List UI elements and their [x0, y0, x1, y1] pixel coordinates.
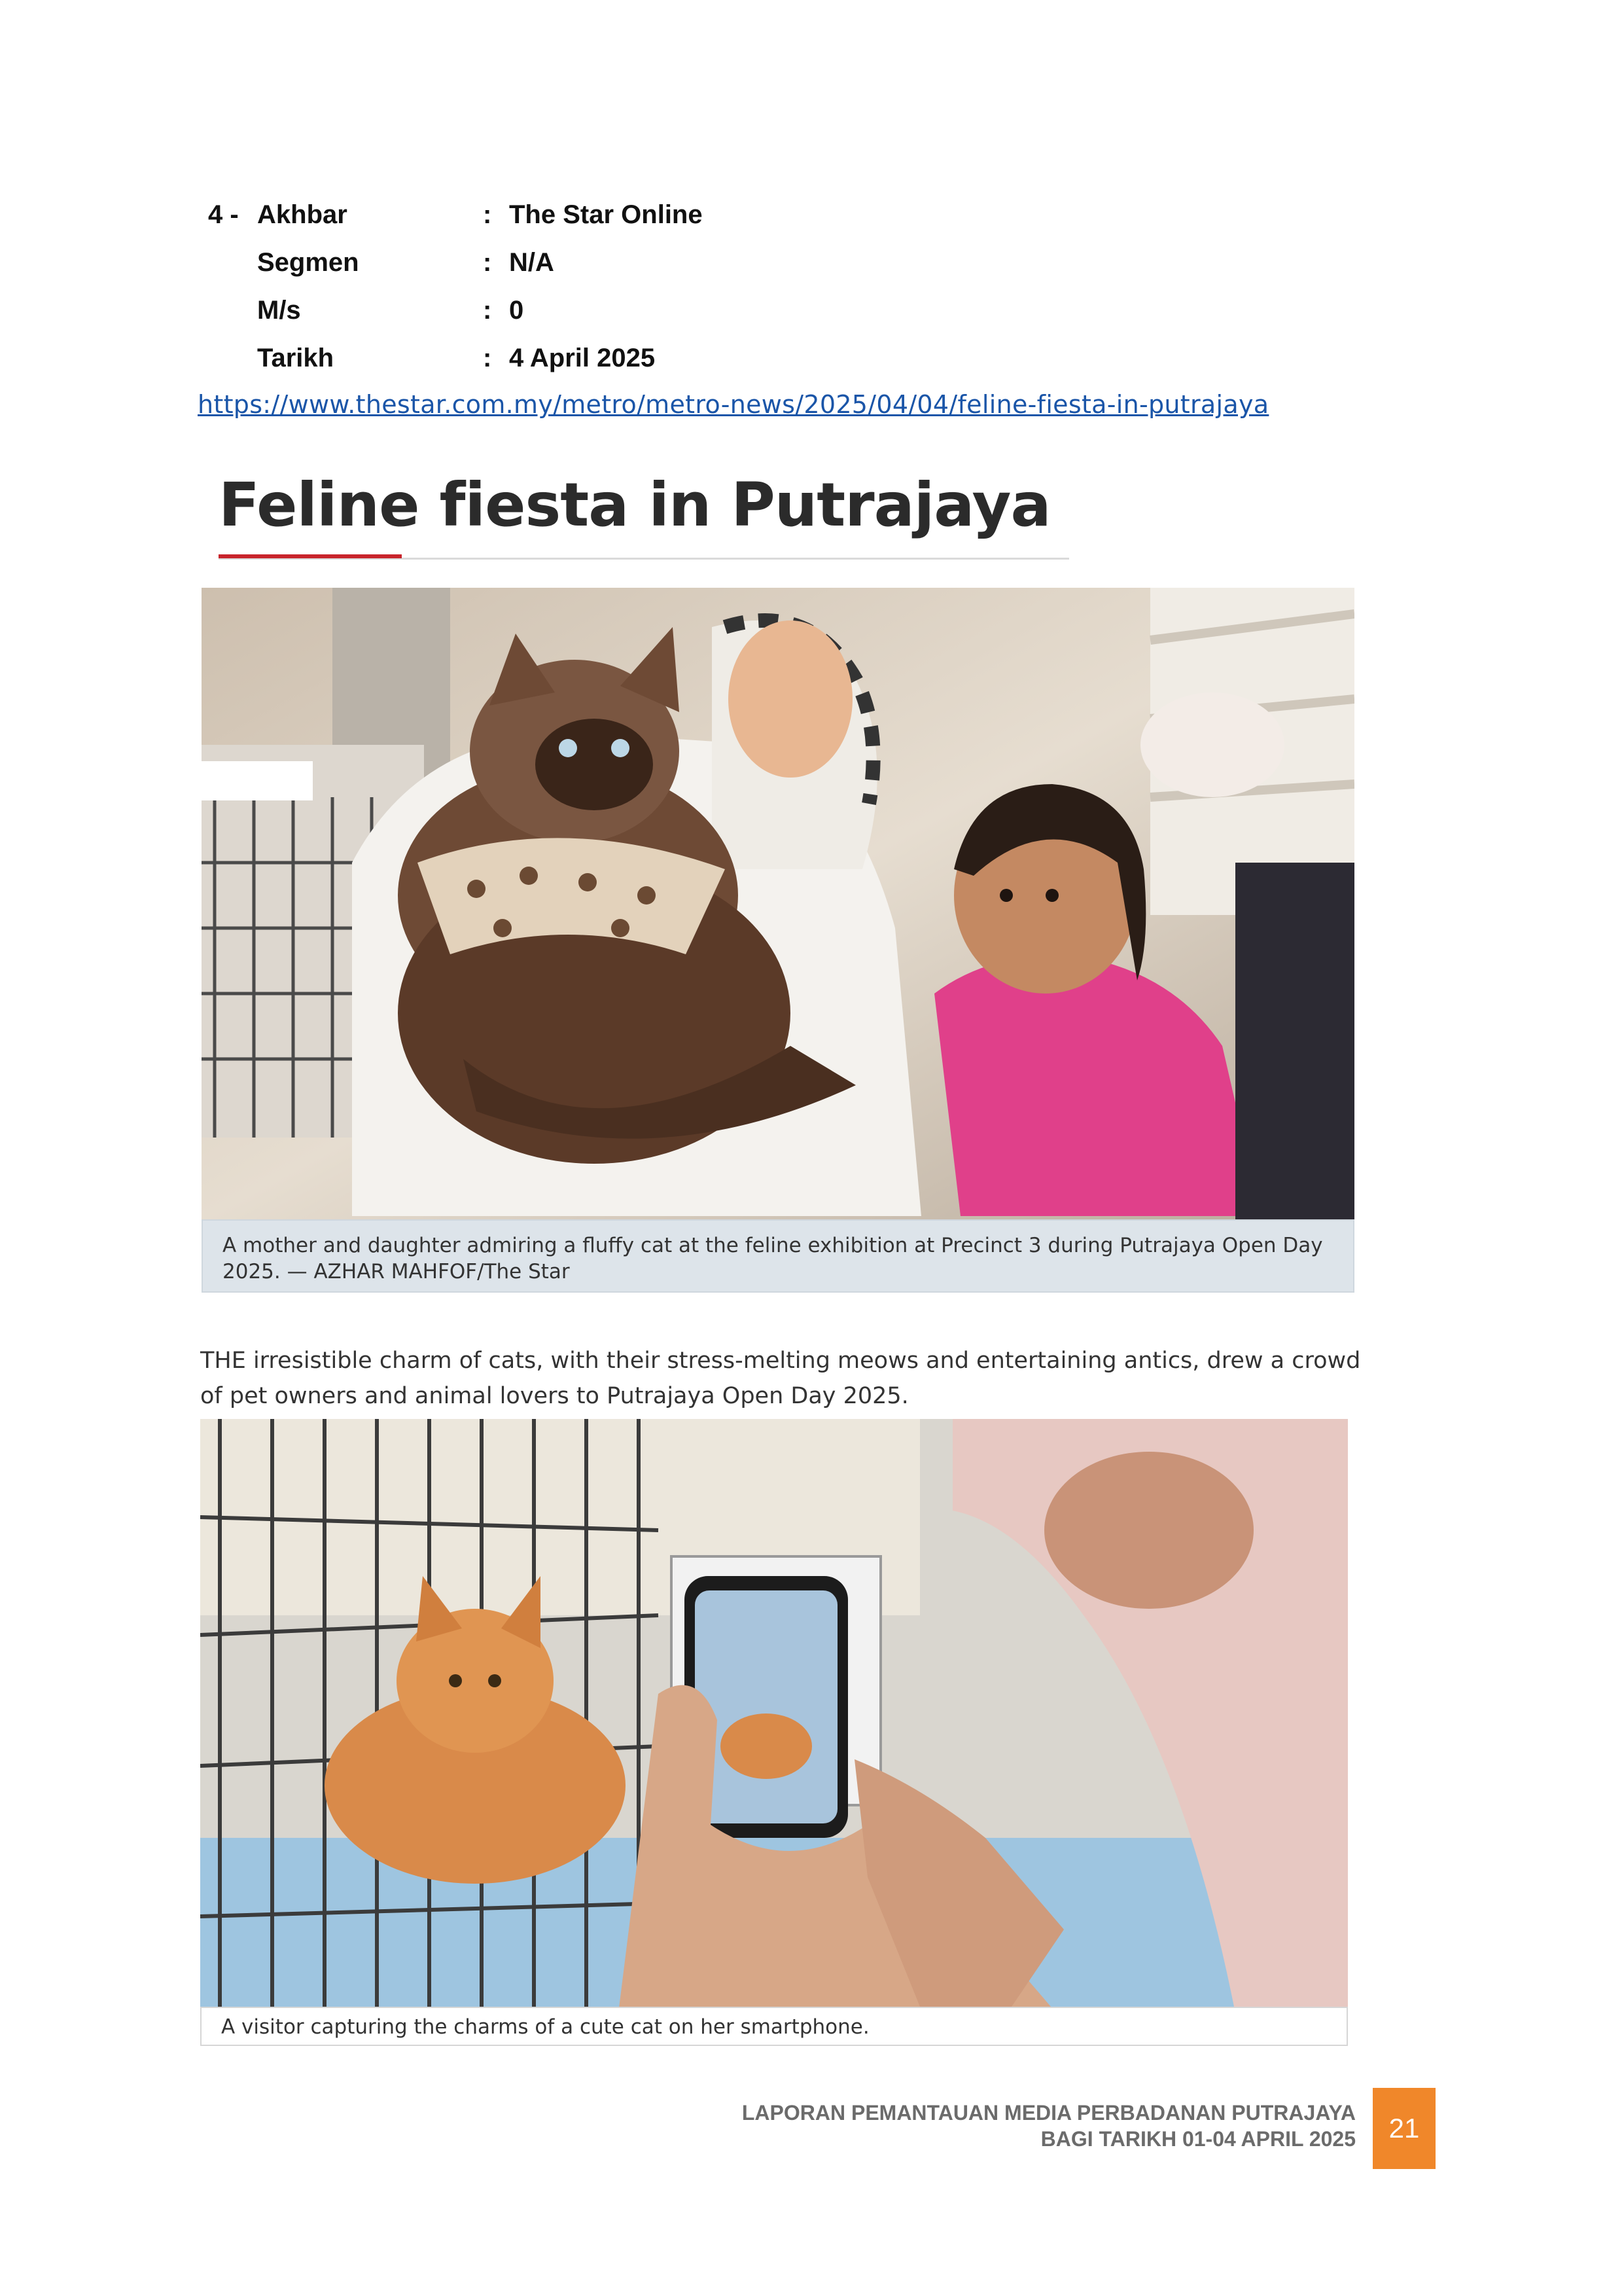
photo-mother-daughter-cat: [202, 588, 1354, 1219]
headline-accent-bar: [219, 554, 402, 558]
meta-row-tarikh: [208, 334, 1124, 382]
meta-colon: :: [483, 296, 492, 325]
meta-key: Akhbar: [257, 200, 347, 229]
meta-value: The Star Online: [509, 200, 703, 229]
meta-colon: :: [483, 248, 492, 277]
meta-row-ms: [208, 287, 1124, 334]
article-metadata: [208, 191, 1124, 382]
meta-key: Tarikh: [257, 344, 334, 372]
meta-row-segmen: [208, 239, 1124, 287]
meta-colon: :: [483, 344, 492, 372]
photo2-caption: A visitor capturing the charms of a cute cat on her smartphone.: [200, 2007, 1348, 2046]
report-footer: [742, 2100, 1356, 2152]
meta-key: M/s: [257, 296, 301, 325]
meta-value: 4 April 2025: [509, 344, 656, 372]
photo-illustration: [202, 588, 1354, 1219]
article-headline: Feline fiesta in Putrajaya: [219, 470, 1051, 540]
article-lede: THE irresistible charm of cats, with their stress-melting meows and entertaining antics, drew a crowd of pet owners and animal lovers to Putrajaya Open Day 2025.: [200, 1348, 1361, 1409]
page-number: 21: [1373, 2088, 1436, 2169]
entry-number: 4 -: [208, 200, 239, 229]
photo1-caption: A mother and daughter admiring a fluffy cat at the feline exhibition at Precinct 3 during Putrajaya Open Day 2025. — AZHAR MAHFOF/The Star: [202, 1219, 1354, 1293]
footer-line1: LAPORAN PEMANTAUAN MEDIA PERBADANAN PUTRAJAYA: [741, 2101, 1356, 2125]
meta-value: N/A: [509, 248, 554, 277]
footer-line2: BAGI TARIKH 01-04 APRIL 2025: [1040, 2127, 1356, 2151]
meta-row-akhbar: [208, 191, 1124, 239]
photo-illustration: [200, 1419, 1348, 2007]
meta-key: Segmen: [257, 248, 359, 277]
meta-colon: :: [483, 200, 492, 229]
photo-visitor-smartphone: [200, 1419, 1348, 2007]
article-link[interactable]: https://www.thestar.com.my/metro/metro-news/2025/04/04/feline-fiesta-in-putrajaya: [198, 390, 1269, 419]
meta-value: 0: [509, 296, 524, 325]
